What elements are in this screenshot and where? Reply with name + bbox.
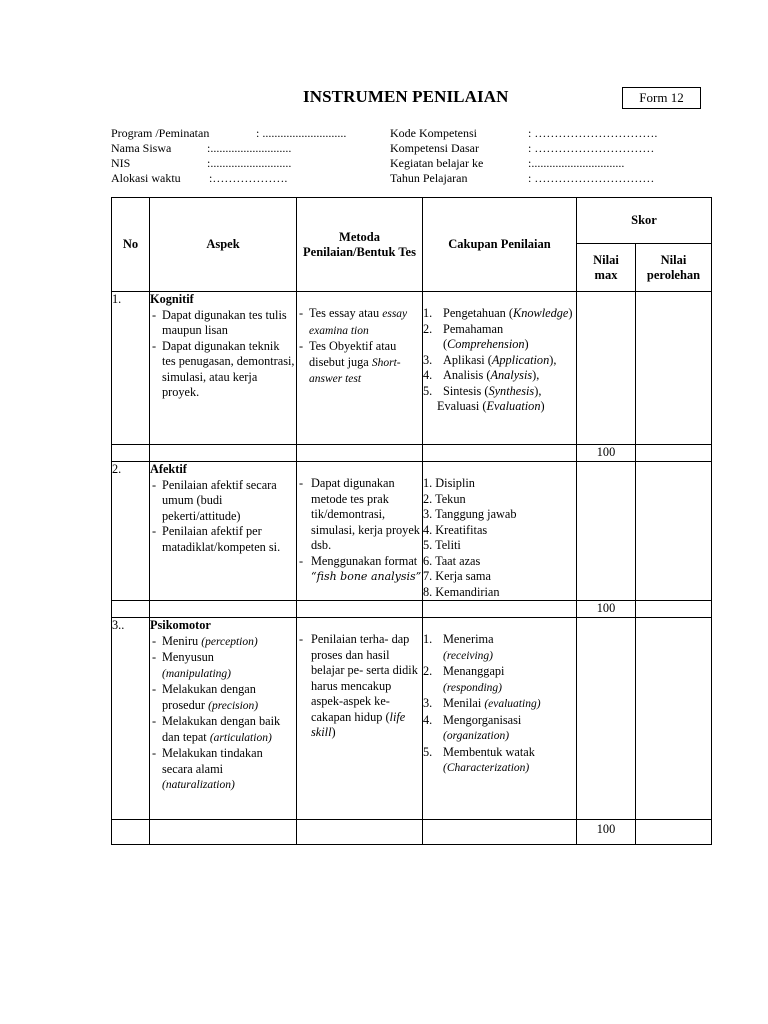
- item-number: 1.: [423, 632, 433, 646]
- header-aspek: Aspek: [150, 198, 297, 292]
- list-item: [297, 339, 422, 388]
- nilai-perolehan-cell[interactable]: [636, 618, 712, 820]
- aspek-title: Kognitif: [150, 292, 194, 306]
- item-number: 5.: [423, 383, 433, 398]
- nilai-perolehan-input[interactable]: [636, 445, 712, 462]
- table-row: [112, 618, 712, 820]
- form-number-box: [622, 87, 701, 109]
- item-italic: Application: [491, 352, 550, 367]
- list-item: 1. Disiplin: [423, 476, 475, 490]
- list-item: - Dapat digunakan teknik tes penugasan, demontrasi, simulasi, atau kerja proyek.: [150, 339, 296, 401]
- item-italic: (manipulating): [162, 667, 231, 680]
- aspek-cell: [150, 618, 297, 820]
- list-item: - Penilaian terha- dap proses dan hasil belajar pe- serta didik harus mencakup aspek-aspek ke- cakapan hidup (life skill): [297, 632, 422, 741]
- nilai-max-value: 100: [577, 601, 636, 618]
- alokasi-waktu-label: Alokasi waktu: [111, 171, 181, 185]
- nama-siswa-value[interactable]: :...........................: [207, 141, 292, 155]
- list-item: 3. Tanggung jawab: [423, 507, 517, 521]
- item-italic: (receiving): [443, 649, 494, 662]
- list-item: [297, 306, 422, 339]
- list-item: - Dapat digunakan metode tes prak tik/demontrasi, simulasi, kerja proyek dsb.: [297, 476, 422, 554]
- item-number: 4.: [423, 368, 433, 382]
- list-item: 5. Sintesis (Synthesis),: [423, 383, 542, 398]
- list-item: [150, 746, 296, 794]
- row-number: 1.: [112, 292, 150, 445]
- item-number: 4.: [423, 712, 433, 727]
- item-italic: (Characterization): [443, 762, 530, 774]
- nis-label: NIS: [111, 156, 131, 170]
- list-item: 2. Pemahaman (Comprehension): [423, 321, 529, 351]
- item-text: Melakukan tindakan secara alami: [162, 746, 263, 776]
- item-text: Melakukan dengan baik dan tepat: [162, 714, 281, 744]
- item-italic: Synthesis: [488, 383, 535, 398]
- list-item: 7. Kerja sama: [423, 569, 491, 583]
- list-item: [150, 682, 296, 714]
- tahun-pelajaran-value[interactable]: : …………………………: [528, 171, 655, 185]
- cakupan-cell: [423, 292, 577, 445]
- item-italic: Evaluation: [486, 399, 541, 413]
- form-number-label: Form 12: [639, 90, 684, 105]
- program-value[interactable]: : ............................: [256, 126, 347, 140]
- nilai-perolehan-cell[interactable]: [636, 462, 712, 601]
- nis-value[interactable]: :...........................: [207, 156, 292, 170]
- item-italic: Comprehension: [447, 337, 525, 351]
- item-italic: (evaluating): [484, 698, 541, 710]
- item-italic: (responding): [443, 681, 502, 694]
- table-row: [112, 820, 712, 845]
- list-item: [150, 650, 296, 682]
- metoda-cell: [297, 292, 423, 445]
- table-row: [112, 445, 712, 462]
- nilai-perolehan-input[interactable]: [636, 601, 712, 618]
- item-italic: (precision): [208, 699, 259, 712]
- item-text: Sintesis: [443, 383, 482, 398]
- header-nilai-max: Nilai max: [577, 244, 636, 292]
- kegiatan-belajar-value[interactable]: :...............................: [528, 156, 625, 170]
- document-title: INSTRUMEN PENILAIAN: [303, 87, 509, 106]
- header-skor: Skor: [577, 198, 712, 244]
- item-text: Menanggapi: [443, 664, 505, 678]
- item-text: Menilai: [443, 696, 482, 710]
- metoda-cell: [297, 462, 423, 601]
- table-row: [112, 601, 712, 618]
- table-row: [112, 292, 712, 445]
- table-row: [112, 462, 712, 601]
- item-italic: (articulation): [209, 731, 272, 744]
- kompetensi-dasar-label: Kompetensi Dasar: [390, 141, 479, 155]
- list-item: [150, 634, 296, 651]
- list-item: [423, 664, 576, 696]
- kode-kompetensi-value[interactable]: : ………………………….: [528, 126, 658, 140]
- metoda-text: Menggunakan format: [311, 553, 418, 568]
- item-text: Aplikasi: [443, 352, 485, 367]
- cakupan-cell: [423, 462, 577, 601]
- kode-kompetensi-label: Kode Kompetensi: [390, 126, 477, 140]
- list-item: 1. Pengetahuan (Knowledge): [423, 306, 573, 320]
- cakupan-cell: [423, 618, 577, 820]
- list-item: 6. Taat azas: [423, 553, 481, 568]
- program-label: Program /Peminatan: [111, 126, 210, 140]
- list-item: 4. Analisis (Analysis),: [423, 368, 540, 382]
- list-item: 5. Teliti: [423, 538, 461, 552]
- aspek-cell: [150, 462, 297, 601]
- metoda-cell: [297, 618, 423, 820]
- nilai-perolehan-input[interactable]: [636, 820, 712, 845]
- row-number: 2.: [112, 462, 150, 601]
- item-text: Membentuk watak: [443, 744, 535, 759]
- nilai-max-cell: [577, 618, 636, 820]
- list-item: [423, 632, 576, 664]
- list-item: [150, 714, 296, 746]
- metoda-italic: life skill: [311, 709, 406, 739]
- nilai-max-cell: [577, 292, 636, 445]
- row-number: 3..: [112, 618, 150, 820]
- item-italic: Knowledge: [513, 306, 569, 320]
- nilai-max-cell: [577, 462, 636, 601]
- metoda-italic: “fish bone analysis”: [311, 570, 422, 583]
- item-text: Pemahaman: [443, 321, 504, 336]
- item-italic: (naturalization): [162, 779, 235, 791]
- item-number: 1.: [423, 306, 433, 320]
- nama-siswa-label: Nama Siswa: [111, 141, 172, 155]
- assessment-table: [111, 197, 712, 845]
- aspek-title: Afektif: [150, 462, 187, 476]
- item-text: Pengetahuan: [443, 306, 506, 320]
- list-item: [423, 745, 576, 777]
- metoda-text: Tes Obyektif atau disebut juga: [309, 339, 397, 369]
- list-item: 8. Kemandirian: [423, 584, 500, 599]
- kegiatan-belajar-label: Kegiatan belajar ke: [390, 156, 484, 170]
- list-item: [423, 696, 576, 713]
- list-item: - Dapat digunakan tes tulis maupun lisan: [150, 308, 296, 339]
- metoda-text: Penilaian terha- dap proses dan hasil belajar pe- serta didik harus mencakup aspek-aspek ke- cakapan hidup: [311, 632, 418, 724]
- header-nilai-perolehan: Nilai perolehan: [636, 244, 712, 292]
- item-italic: (organization): [443, 730, 510, 742]
- item-number: 2.: [423, 321, 433, 336]
- kompetensi-dasar-value[interactable]: : …………………………: [528, 141, 655, 155]
- aspek-cell: [150, 292, 297, 445]
- item-number: 3.: [423, 352, 433, 367]
- item-text: Evaluasi: [437, 399, 480, 413]
- list-item: 4. Kreatifitas: [423, 522, 488, 537]
- nilai-max-value: 100: [577, 445, 636, 462]
- header-cakupan: Cakupan Penilaian: [423, 198, 577, 292]
- item-text: Menerima: [443, 632, 494, 646]
- list-item: - Penilaian afektif per matadiklat/kompeten si.: [150, 524, 296, 555]
- header-no: No: [112, 198, 150, 292]
- tahun-pelajaran-label: Tahun Pelajaran: [390, 171, 468, 185]
- list-item: 2. Tekun: [423, 491, 466, 506]
- item-text: Analisis: [443, 368, 484, 382]
- metoda-text: Tes essay atau: [309, 306, 380, 320]
- item-number: 3.: [423, 696, 433, 710]
- header-metoda: Metoda Penilaian/Bentuk Tes: [297, 198, 423, 292]
- metoda-italic: essay examina tion: [309, 308, 408, 337]
- item-text: Mengorganisasi: [443, 712, 522, 727]
- item-number: 2.: [423, 664, 433, 678]
- item-italic: (perception): [201, 635, 258, 648]
- aspek-title: Psikomotor: [150, 618, 211, 632]
- item-text: Melakukan dengan prosedur: [162, 682, 256, 712]
- item-text: Meniru: [162, 633, 199, 648]
- item-text: Menyusun: [162, 650, 214, 664]
- cakupan-extra: Evaluasi (Evaluation): [437, 399, 545, 413]
- alokasi-waktu-value[interactable]: :……………….: [209, 171, 288, 185]
- metoda-italic: Short-answer test: [309, 356, 401, 385]
- list-item: - Penilaian afektif secara umum (budi pekerti/attitude): [150, 478, 296, 525]
- list-item: 3. Aplikasi (Application),: [423, 352, 557, 367]
- item-italic: Analysis: [490, 368, 533, 382]
- item-number: 5.: [423, 744, 433, 759]
- nilai-perolehan-cell[interactable]: [636, 292, 712, 445]
- list-item: [423, 713, 576, 745]
- nilai-max-value: 100: [577, 820, 636, 845]
- list-item: [297, 554, 422, 585]
